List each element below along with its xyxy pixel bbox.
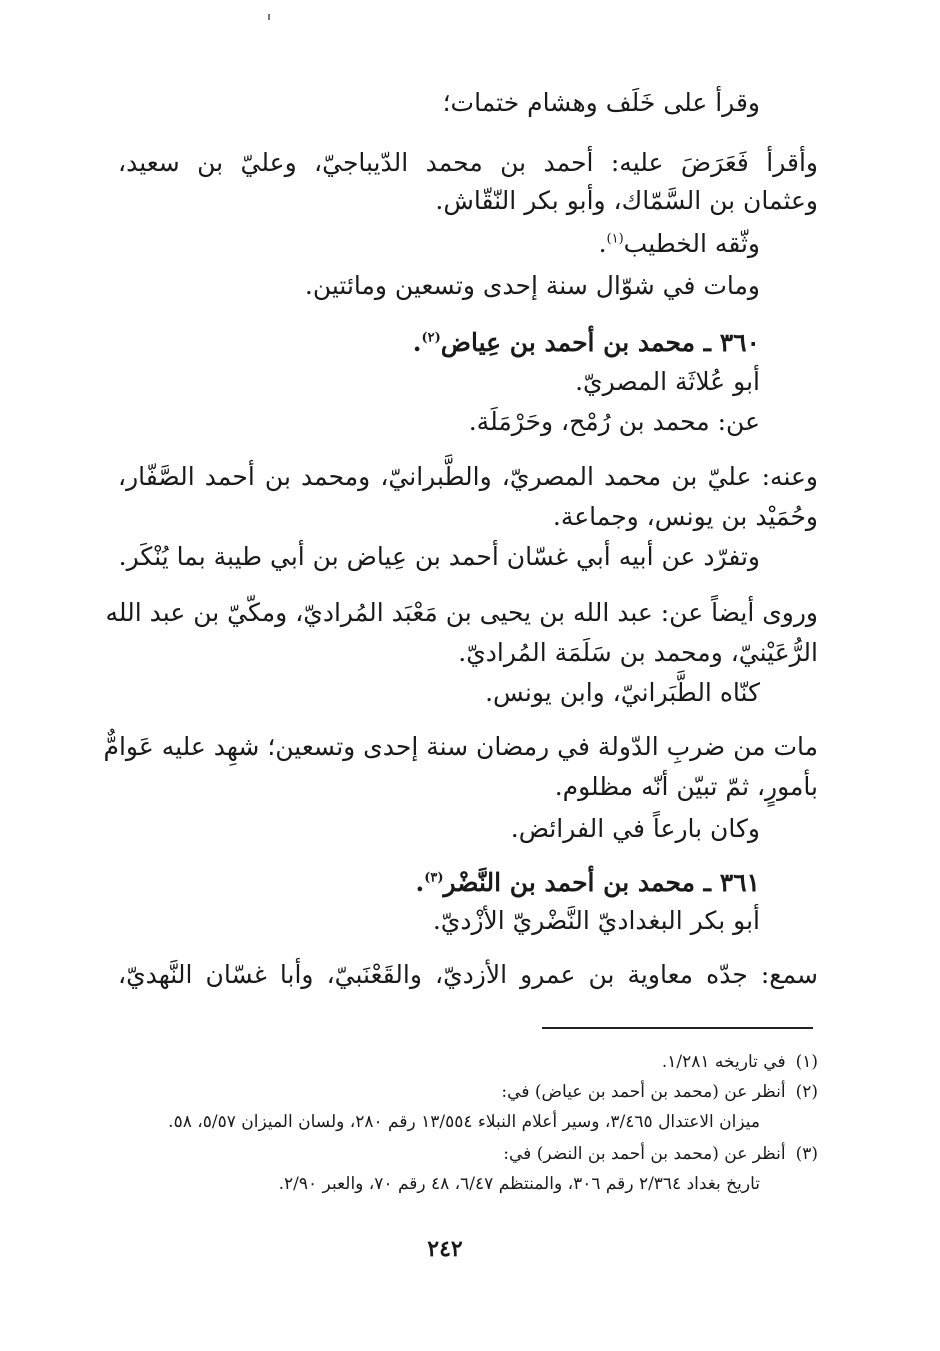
text-line: وقرأ على خَلَف وهشام ختمات؛ bbox=[442, 88, 760, 117]
text-line: وعنه: عليّ بن محمد المصريّ، والطَّبرانيّ، ومحمد بن أحمد الصَّفّار، bbox=[118, 462, 818, 491]
text-line: سمع: جدّه معاوية بن عمرو الأزديّ، والقَعْنَبيّ، وأبا غسّان النَّهديّ، bbox=[118, 960, 818, 989]
text-line: وكان بارعاً في الفرائض. bbox=[510, 814, 760, 843]
footnote-2-continuation: ميزان الاعتدال ٣/٤٦٥، وسير أعلام النبلاء ١٣/٥٥٤ رقم ٢٨٠، ولسان الميزان ٥/٥٧، ٥٨. bbox=[168, 1112, 760, 1132]
text-line: بأمورٍ، ثمّ تبيّن أنّه مظلوم. bbox=[554, 772, 818, 801]
footnote-rule bbox=[542, 1027, 813, 1029]
entry-heading bbox=[413, 326, 760, 360]
footnote-3-continuation: تاريخ بغداد ٢/٣٦٤ رقم ٣٠٦، والمنتظم ٦/٤٧، ٤٨ رقم ٧٠، والعبر ٢/٩٠. bbox=[278, 1174, 760, 1194]
heading-text: ٣٦١ ـ محمد بن أحمد بن النَّضْر bbox=[443, 868, 760, 897]
text-fragment: . bbox=[412, 328, 422, 357]
text-line: الرُّعَيْنيّ، ومحمد بن سَلَمَة المُراديّ. bbox=[458, 638, 818, 667]
text-fragment: . bbox=[415, 868, 425, 897]
entry-heading bbox=[416, 866, 761, 900]
text-fragment: وثّقه الخطيب bbox=[623, 229, 760, 258]
footnote-1 bbox=[662, 1050, 818, 1074]
footnote-ref: (٢) bbox=[421, 330, 441, 346]
footnote-ref: (١) bbox=[606, 231, 624, 247]
page-number: ٢٤٢ bbox=[427, 1236, 463, 1262]
text-line: عن: محمد بن رُمْح، وحَرْمَلَة. bbox=[468, 407, 760, 436]
text-line: وحُمَيْد بن يونس، وجماعة. bbox=[552, 502, 818, 531]
text-line: أبو بكر البغداديّ النَّضْريّ الأزْديّ. bbox=[432, 906, 760, 935]
scan-speck bbox=[268, 14, 270, 20]
text-line: وعثمان بن السَّمّاك، وأبو بكر النّقّاش. bbox=[435, 186, 818, 215]
footnote-text: أنظر عن (محمد بن أحمد بن النضر) في: bbox=[503, 1144, 786, 1164]
text-line bbox=[599, 227, 760, 261]
footnote-number: (٢) bbox=[795, 1082, 818, 1102]
footnote-ref: (٣) bbox=[424, 870, 444, 886]
text-line: أبو عُلاثَة المصريّ. bbox=[575, 367, 760, 396]
footnote-number: (٣) bbox=[795, 1144, 818, 1164]
text-line: كنّاه الطَّبَرانيّ، وابن يونس. bbox=[485, 678, 760, 707]
text-line: ومات في شوّال سنة إحدى وتسعين ومائتين. bbox=[304, 271, 760, 300]
footnote-number: (١) bbox=[795, 1052, 818, 1072]
text-line: وتفرّد عن أبيه أبي غسّان أحمد بن عِياض بن أبي طيبة بما يُنْكَر. bbox=[118, 542, 760, 571]
text-line: مات من ضربِ الدّولة في رمضان سنة إحدى وتسعين؛ شهِد عليه عَوامٌّ bbox=[103, 732, 818, 761]
heading-text: ٣٦٠ ـ محمد بن أحمد بن عِياض bbox=[440, 328, 760, 357]
text-line: وروى أيضاً عن: عبد الله بن يحيى بن مَعْبَد المُراديّ، ومكّيّ بن عبد الله bbox=[105, 598, 818, 627]
footnote-3 bbox=[503, 1142, 818, 1166]
footnote-text: أنظر عن (محمد بن أحمد بن عياض) في: bbox=[501, 1082, 786, 1102]
text-fragment: . bbox=[598, 229, 607, 258]
text-line: وأقرأ فَعَرَضَ عليه: أحمد بن محمد الدّيباجيّ، وعليّ بن سعيد، bbox=[118, 148, 818, 177]
footnote-2 bbox=[501, 1080, 818, 1104]
footnote-text: في تاريخه ١/٢٨١. bbox=[661, 1052, 786, 1072]
